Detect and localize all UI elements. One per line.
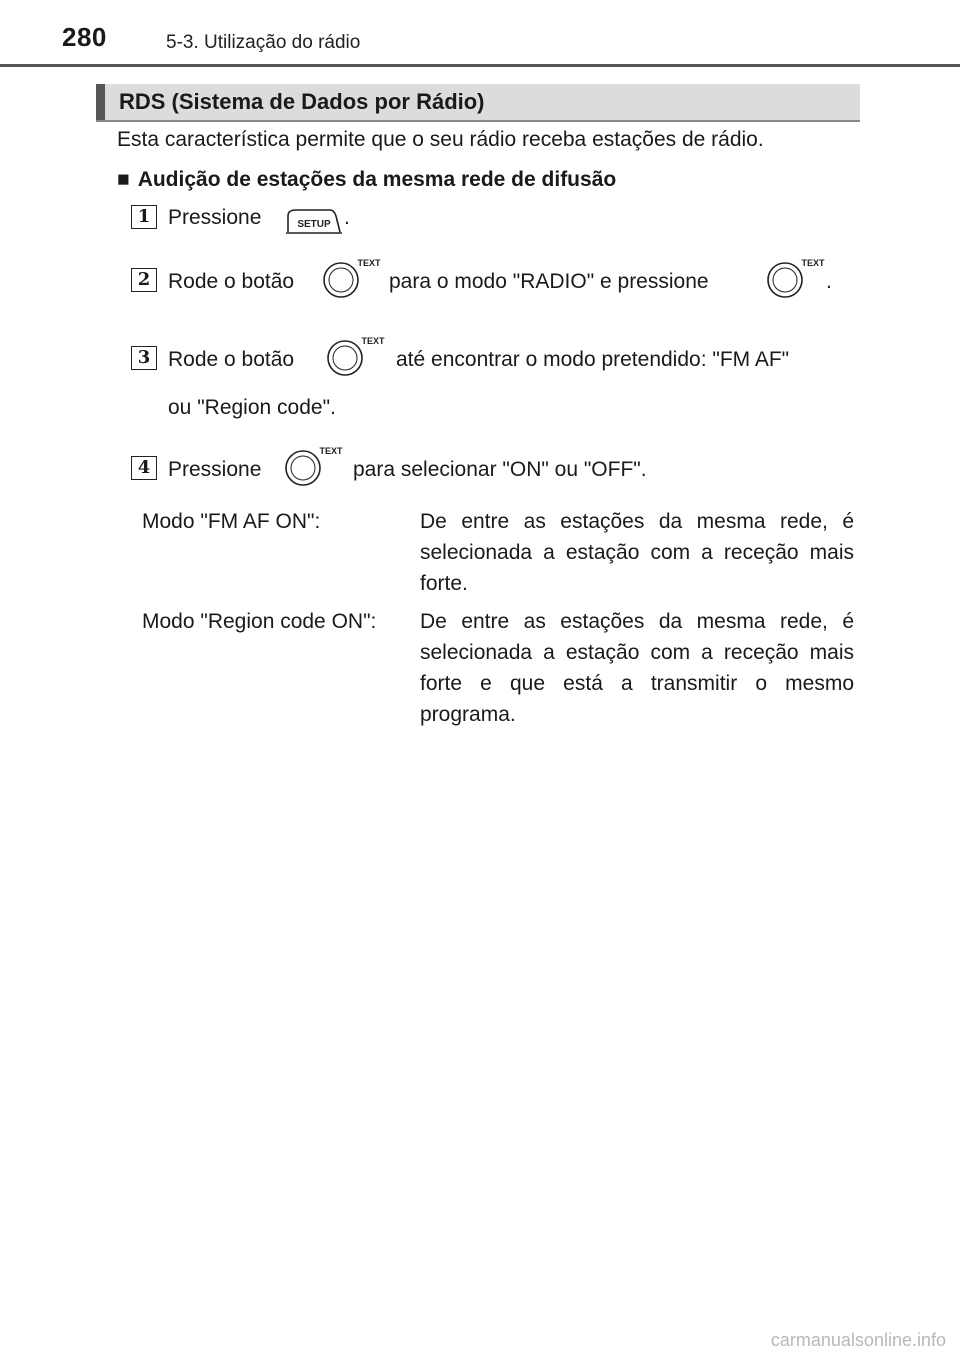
step-number-1: 1 [131, 205, 157, 229]
mode-description-region-code: De entre as estações da mesma rede, é selecionada a estação com a receção mais forte e que está a transmitir o mesmo programa. [420, 610, 854, 726]
running-head: 5-3. Utilização do rádio [166, 32, 361, 53]
section-title-bar [96, 84, 860, 120]
page-number: 280 [62, 22, 107, 52]
step-number-3: 3 [131, 346, 157, 370]
step-2-text-a: Rode o botão [168, 270, 295, 293]
step-4-text-a: Pressione [168, 458, 262, 481]
step-number-4: 4 [131, 456, 157, 480]
section-underline [96, 120, 860, 122]
setup-button-icon [284, 206, 344, 236]
tune-knob-icon [326, 334, 388, 376]
setup-button-label: SETUP [297, 219, 331, 230]
step-2-text-b: para o modo "RADIO" e pressione [389, 270, 709, 293]
section-intro: Esta característica permite que o seu rádio receba estações de rádio. [117, 128, 764, 151]
subsection-heading [117, 168, 616, 192]
mode-label-region-code: Modo "Region code ON": [142, 610, 377, 633]
tune-knob-icon [284, 444, 346, 486]
tune-knob-icon [766, 256, 828, 298]
step-1-text-a: Pressione [168, 206, 262, 229]
mode-description-fm-af: De entre as estações da mesma rede, é selecionada a estação com a receção mais forte. [420, 510, 854, 595]
tune-knob-icon [322, 256, 384, 298]
header-rule [0, 64, 960, 67]
step-1-text-b: . [344, 206, 350, 229]
subsection-title: Audição de estações da mesma rede de difusão [137, 168, 617, 191]
step-2-text-c: . [826, 270, 832, 293]
footer-watermark: carmanualsonline.info [770, 1330, 946, 1350]
step-3-text-a: Rode o botão [168, 348, 295, 371]
knob-text-label: TEXT [361, 336, 385, 346]
section-title: RDS (Sistema de Dados por Rádio) [119, 89, 485, 114]
knob-text-label: TEXT [357, 258, 381, 268]
knob-text-label: TEXT [801, 258, 825, 268]
step-3-text-b: até encontrar o modo pretendido: "FM AF" [396, 348, 790, 371]
step-number-2: 2 [131, 268, 157, 292]
mode-label-fm-af: Modo "FM AF ON": [142, 510, 321, 533]
knob-text-label: TEXT [319, 446, 343, 456]
step-4-text-b: para selecionar "ON" ou "OFF". [353, 458, 647, 481]
square-bullet-icon: ■ [117, 168, 130, 191]
step-3-text-c: ou "Region code". [168, 396, 336, 419]
